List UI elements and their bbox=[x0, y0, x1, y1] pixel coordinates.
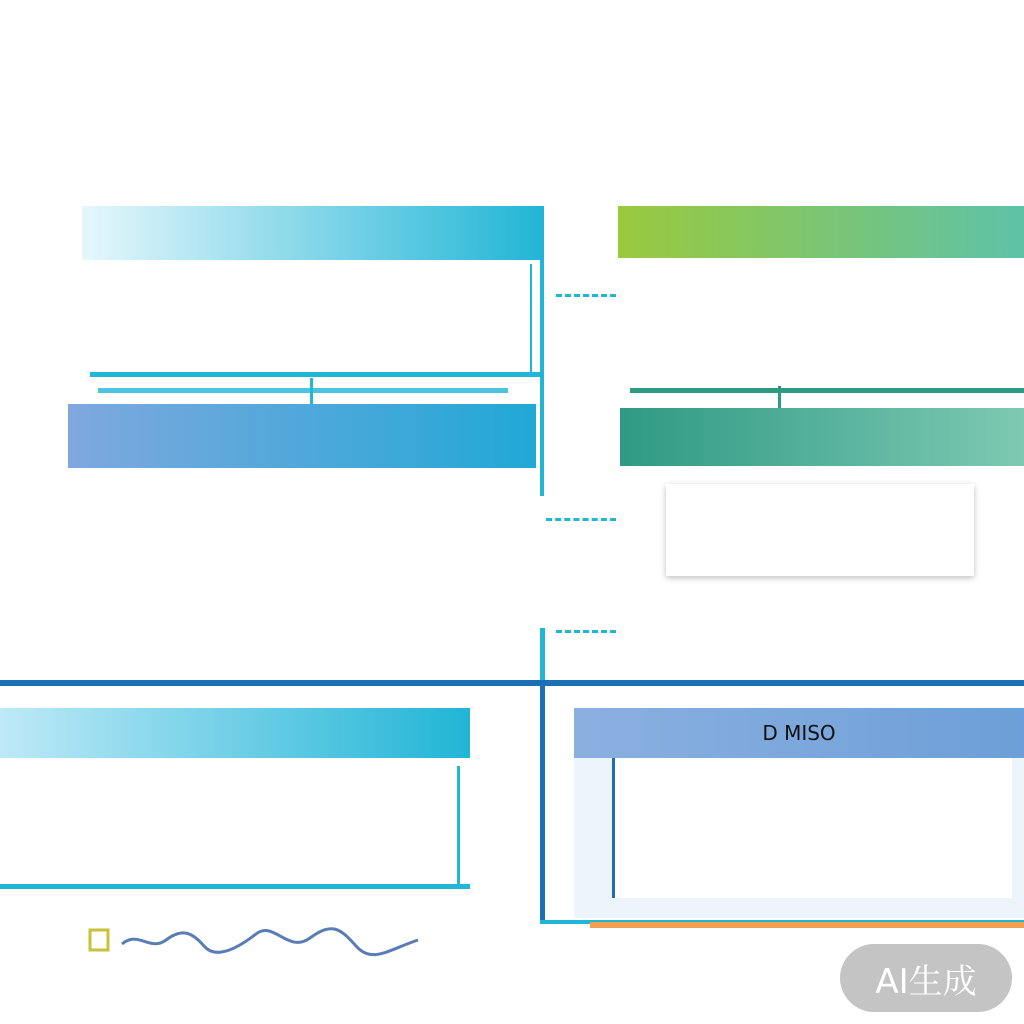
panel-6 bbox=[574, 708, 1024, 918]
panel-6-header bbox=[574, 708, 1024, 758]
panel-5 bbox=[0, 708, 470, 888]
panel-3-body bbox=[92, 478, 528, 668]
panel-6-accent-bar bbox=[590, 922, 1024, 928]
panel-1-header bbox=[82, 206, 544, 260]
connector-v-lower-right bbox=[540, 682, 545, 922]
panel-1 bbox=[82, 206, 544, 376]
panel-1-body bbox=[96, 264, 532, 372]
signature-stroke bbox=[122, 929, 418, 955]
footer-left bbox=[14, 1002, 434, 1020]
panel-4-body bbox=[666, 484, 974, 576]
panel-4-header bbox=[620, 408, 1024, 466]
ai-generated-badge: AI生成 bbox=[840, 944, 1012, 1012]
panel-2-header bbox=[618, 206, 1024, 258]
connector-dash-2 bbox=[546, 518, 616, 521]
connector-v-center bbox=[540, 628, 545, 688]
panel-4 bbox=[620, 408, 1024, 674]
panel-3-header bbox=[68, 404, 536, 468]
connector-dash-1 bbox=[556, 294, 616, 297]
panel-3 bbox=[68, 404, 536, 670]
panel-4-body-extra bbox=[666, 592, 974, 662]
connector-h-left-2 bbox=[98, 388, 508, 393]
diagram-title bbox=[60, 44, 964, 148]
connector-h-right bbox=[630, 388, 1024, 393]
connector-dash-3 bbox=[556, 630, 616, 633]
panel-6-body bbox=[612, 758, 1012, 898]
connector-h-main bbox=[0, 680, 1024, 686]
signature-scribble bbox=[88, 918, 428, 962]
signature-box bbox=[90, 930, 108, 950]
panel-2 bbox=[618, 206, 1024, 386]
panel-5-header bbox=[0, 708, 470, 758]
panel-2-body bbox=[668, 280, 998, 386]
panel-5-body bbox=[60, 766, 460, 884]
panel-6-title: D MISO bbox=[762, 721, 836, 745]
diagram-subtitle bbox=[160, 160, 904, 190]
connector-v-mid bbox=[310, 378, 313, 406]
